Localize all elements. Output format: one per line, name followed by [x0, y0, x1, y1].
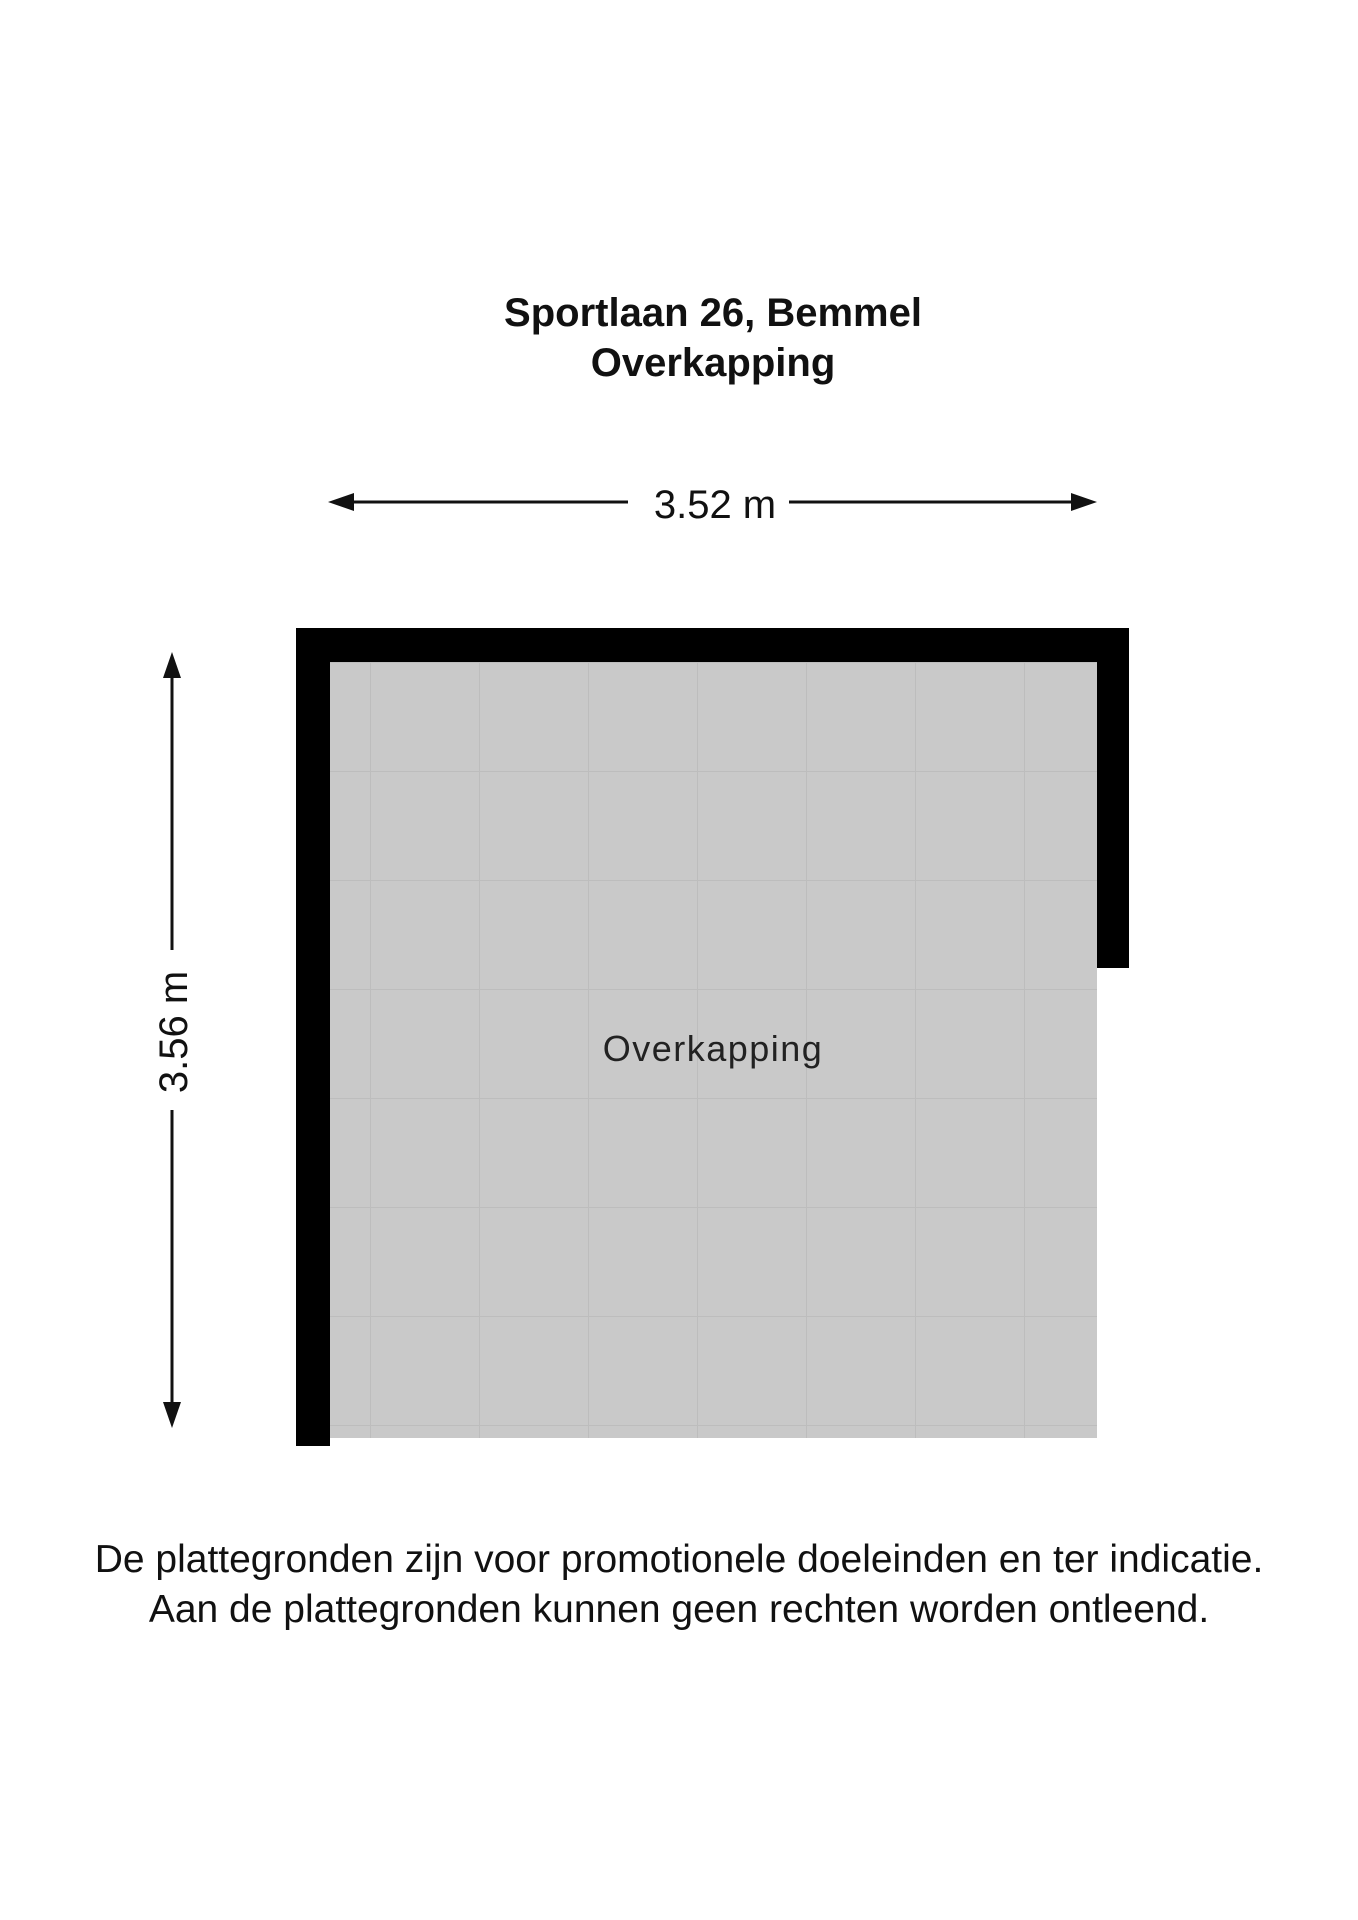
wall-right [1097, 628, 1129, 968]
width-dimension-label: 3.52 m [653, 483, 777, 527]
arrow-up-icon [163, 652, 181, 678]
disclaimer [0, 1535, 1358, 1635]
height-dimension [152, 652, 196, 1428]
disclaimer-line-1: De plattegronden zijn voor promotionele doeleinden en ter indicatie. [94, 1538, 1264, 1581]
arrow-down-icon [163, 1402, 181, 1428]
wall-top [296, 628, 1129, 662]
wall-left [296, 628, 330, 1446]
address-title: Sportlaan 26, Bemmel [504, 291, 922, 335]
arrow-right-icon [1071, 493, 1097, 511]
room-label: Overkapping [602, 1028, 824, 1069]
disclaimer-line-2: Aan de plattegronden kunnen geen rechten worden ontleend. [148, 1588, 1210, 1631]
arrow-left-icon [328, 493, 354, 511]
height-dimension-label: 3.56 m [152, 970, 196, 1094]
floor-name-title: Overkapping [590, 341, 836, 385]
width-dimension [328, 483, 1097, 527]
